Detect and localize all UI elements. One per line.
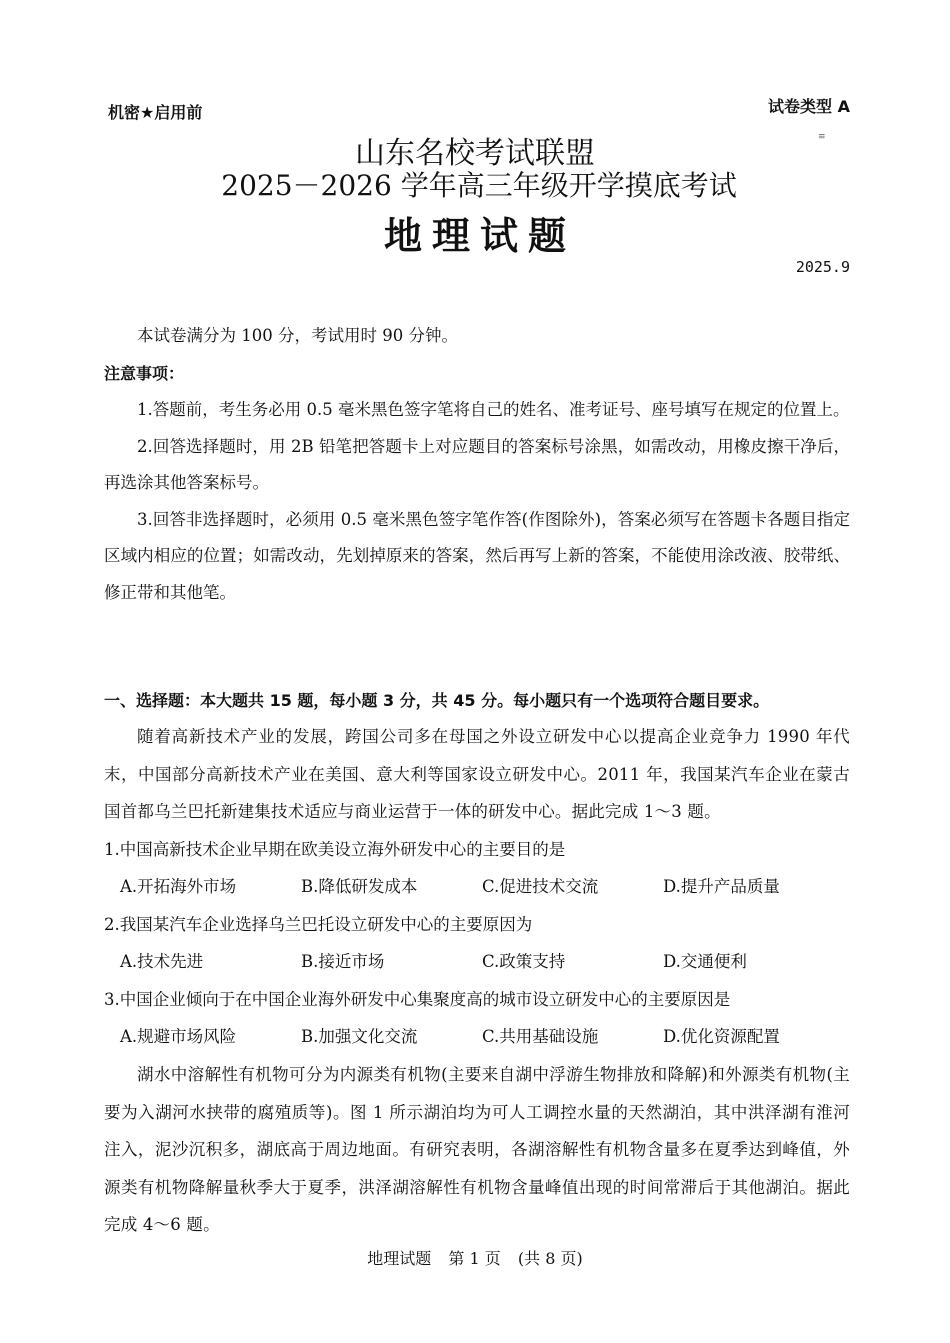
option: C.促进技术交流 — [482, 877, 599, 896]
option: D.提升产品质量 — [663, 877, 780, 896]
question-stem: 2.我国某汽车企业选择乌兰巴托设立研发中心的主要原因为 — [104, 914, 533, 934]
paper-type-label: 试卷类型 A — [768, 97, 850, 116]
footer-page-number: 第 1 页 — [448, 1249, 501, 1268]
section-heading: 一、选择题：本大题共 15 题，每小题 3 分，共 45 分。每小题只有一个选项符合题目要求。 — [104, 691, 770, 710]
footer-total-pages: (共 8 页) — [517, 1249, 583, 1268]
option: D.交通便利 — [663, 952, 747, 971]
notes-list — [104, 392, 850, 611]
option: A.技术先进 — [120, 952, 204, 971]
option: A.开拓海外市场 — [120, 877, 237, 896]
option: B.降低研发成本 — [301, 877, 418, 896]
option: A.规避市场风险 — [120, 1027, 237, 1046]
option: D.优化资源配置 — [663, 1027, 780, 1046]
footer-subject: 地理试题 — [367, 1249, 432, 1268]
question-stem: 3.中国企业倾向于在中国企业海外研发中心集聚度高的城市设立研发中心的主要原因是 — [104, 989, 731, 1009]
exam-info: 本试卷满分为 100 分，考试用时 90 分钟。 — [137, 326, 458, 345]
note-item: 3.回答非选择题时，必须用 0.5 毫米黑色签字笔作答(作图除外)，答案必须写在答题卡各题目指定区域内相应的位置；如需改动，先划掉原来的答案，然后再写上新的答案，不能使用涂改液、胶带纸、修正带和其他笔。 — [104, 509, 850, 602]
question-group-1-3 — [104, 718, 850, 1056]
note-item: 2.回答选择题时，用 2B 铅笔把答题卡上对应题目的答案标号涂黑，如需改动，用橡皮擦干净后，再选涂其他答案标号。 — [104, 436, 850, 492]
corner-mark: ≡ — [818, 132, 826, 142]
option-row — [104, 1018, 850, 1056]
subject-title: 地理试题 — [383, 213, 576, 258]
passage: 湖水中溶解性有机物可分为内源类有机物(主要来自湖中浮游生物排放和降解)和外源类有机物(主要为入湖河水挟带的腐殖质等)。图 1 所示湖泊均为可人工调控水量的天然湖泊，其中洪泽湖有淮河注入，泥沙沉积多，湖底高于周边地面。有研究表明，各湖溶解性有机物含量多在夏季达到峰值，外源类有机物降解量秋季大于夏季，洪泽湖溶解性有机物含量峰值出现的时间常滞后于其他湖泊。据此完成 4～6 题。 — [104, 1065, 850, 1234]
question-group-4-6 — [104, 1056, 850, 1244]
passage: 随着高新技术产业的发展，跨国公司多在母国之外设立研发中心以提高企业竞争力 1990 年代末，中国部分高新技术产业在美国、意大利等国家设立研发中心。2011 年，我国某汽车企业在蒙古国首都乌兰巴托新建集技术适应与商业运营于一体的研发中心。据此完成 1～3 题。 — [104, 727, 850, 821]
option: C.共用基础设施 — [482, 1027, 599, 1046]
option-row — [104, 943, 850, 981]
notes-heading: 注意事项： — [104, 364, 185, 383]
option-row — [104, 868, 850, 906]
page-footer — [0, 1246, 950, 1269]
exam-date: 2025.9 — [795, 258, 850, 276]
exam-alliance-title: 山东名校考试联盟 — [355, 136, 595, 171]
note-item: 1.答题前，考生务必用 0.5 毫米黑色签字笔将自己的姓名、准考证号、座号填写在规定的位置上。 — [137, 400, 850, 419]
option: B.接近市场 — [301, 952, 385, 971]
confidential-label: 机密★启用前 — [108, 103, 203, 122]
question-stem: 1.中国高新技术企业早期在欧美设立海外研发中心的主要目的是 — [104, 839, 566, 859]
option: B.加强文化交流 — [301, 1027, 418, 1046]
exam-name-title: 2025－2026 学年高三年级开学摸底考试 — [221, 169, 737, 202]
option: C.政策支持 — [482, 952, 566, 971]
